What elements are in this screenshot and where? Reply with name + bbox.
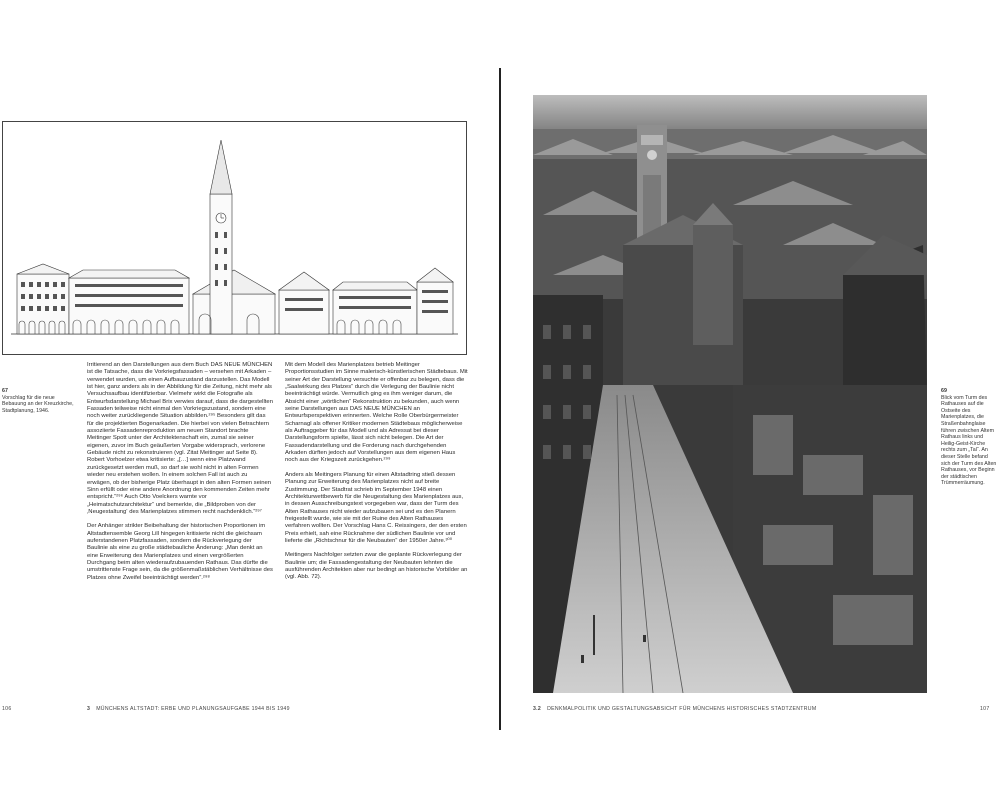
chapter-number: 3 (87, 706, 91, 712)
text-column-1 (87, 362, 273, 589)
figure-caption-67 (2, 388, 78, 414)
paragraph: Mit dem Modell des Marienplatzes betrieb Meitinger Proportionsstudien im Sinne malerisch-künstlerischen Städtebaus. Mit seiner Art der Darstellung versuchte er offenbar zu belegen, dass die „Saalwirkung des Platzes“ durch die Verlegung der Baulinie nicht beeinträchtigt würde. Vermutlich ging es ihm weniger darum, die Absicht einer „wörtlichen“ Rekonstruktion zu bekunden, auch wenn seine Darstellungen aus DAS NEUE MÜNCHEN an Entwurfsperspektiven erinnerten. Welche Rolle Oberbürgermeister Scharnagl als offener Kritiker modernen Städtebaus möglicherweise als Auftraggeber für das Modell und als Adressat bei dieser Darstellungsform spielte, lässt sich nicht belegen. Die Art der Fassadendarstellung und die Forderung nach durchgehenden Arkaden dürften jedoch auf Vorstellungen aus dem eigenen Haus noch aus der Kriegszeit zurückgehen.²⁹⁹ (285, 362, 468, 464)
aerial-photograph (533, 95, 927, 693)
paragraph: Anders als Meitingers Planung für einen Altstadtring stieß dessen Planung zur Erweiterung des Marienplatzes nicht auf breite Zustimmung. Der Stadtrat schrieb im September 1948 einen Architekturwettbewerb für die Neugestaltung des Marienplatzes aus, in dessen Ausschreibungstext vorgegeben war, dass der Turm des Alten Rathauses nicht wieder aufzubauen sei und es den Planern freigestellt wurde, wie sie mit der Ruine des Alten Rathauses verfahren wollten. Der Vorschlag Hans C. Reissingers, der den ersten Preis erhielt, sah eine Rücknahme der südlichen Baulinie vor und lieferte die „Richtschnur für die Neubauten“ der 1950er Jahre.³⁰⁰ (285, 471, 467, 544)
figure-number: 69 (941, 388, 947, 394)
page-number-left: 106 (2, 706, 12, 712)
text-column-2 (285, 362, 469, 589)
aerial-photograph-art (533, 95, 927, 693)
figure-caption-text: Vorschlag für die neue Bebauung an der Kreuzkirche, Stadtplanung, 1946. (2, 394, 74, 414)
figure-number: 67 (2, 388, 8, 394)
chapter-title: MÜNCHENS ALTSTADT: ERBE UND PLANUNGSAUFGABE 1944 BIS 1949 (96, 706, 290, 712)
section-title: DENKMALPOLITIK UND GESTALTUNGSABSICHT FÜR MÜNCHENS HISTORISCHES STADTZENTRUM (547, 706, 817, 712)
page-number-right: 107 (980, 706, 990, 712)
paragraph: Irritierend an den Darstellungen aus dem Buch DAS NEUE MÜNCHEN ist die Tatsache, dass die Vorkriegsfassaden – versehen mit Arkaden – verwendet wurden, um einen Aufbauzustand darzustellen. Das Modell ist hier, ganz anders als in der Abbildung für die Zeitung, nicht mehr als Versuchsaufbau identifizierbar. Vielmehr wirkt die Fotografie als Entwurfsdarstellung Michael Brix verwies darauf, dass die dargestellten Fassaden teilweise nicht einmal den Vorkriegszustand, sondern eine noch weiter zurückliegende Situation abbilden.²⁹⁵ Besonders gilt das für die projektierten Bogenarkaden. Die hierbei von vielen Betrachtern assoziierte Fassadenreproduktion am neuen Standort brachte Meitinger Spott unter der Architektenschaft ein, zumal sie seiner eigenen, zuvor im Buch geäußerten Vorgabe widersprach, verlorene Gebäude nicht zu rekonstruieren (vgl. Zitat Meitinger auf Seite 8). Robert Vorhoelzer etwa kritisierte: „[…] wenn eine Platzwand zurückgesetzt werden muß, so darf sie wohl nicht in alten Formen wieder neu erstehen wollen. In einem solchen Fall ist auch zu erwägen, ob der bisherige Platz überhaupt in den alten Formen seinen Sinn erfüllt oder eine andere Anordnung den kommenden Zeiten mehr entspricht.“²⁹⁶ Auch Otto Voelckers warnte vor „Heimatschutzarchitektur“ und bemerkte, die „Bildproben von der ‚Neugestaltung‘ des Marienplatzes stimmen recht nachdenklich.“²⁹⁷ (87, 362, 273, 515)
elevation-drawing (2, 121, 467, 355)
elevation-drawing-art (3, 122, 466, 354)
running-footer-left (87, 706, 290, 712)
paragraph: Der Anhänger strikter Beibehaltung der historischen Proportionen im Altstadtensemble Georg Lill hingegen kritisierte nicht die gleichsam auferstandenen Platzfassaden, sondern die Rückverlegung der Baulinie als eine zu große städtebauliche Änderung: „Man denkt an eine Erweiterung des Marienplatzes und einen vergrößerten Durchgang beim alten wiederaufzubauenden Rathaus. Das dürfte die umstrittenste Frage sein, da die größenmaßstäblichen Verhältnisse des Platzes ohne Zweifel beeinträchtigt werden“.²⁹⁸ (87, 523, 273, 581)
section-number: 3.2 (533, 706, 542, 712)
page-gutter-divider (499, 68, 501, 730)
figure-caption-69 (941, 388, 997, 487)
left-page (0, 0, 498, 800)
figure-caption-text: Blick vom Turm des Rathauses auf die Ostseite des Marienplatzes, die Straßenbahnglaise führen zwischen Altem Rathaus links und Heilig-Geist-Kirche rechts zum „Tal“. An dieser Stelle befand sich der Turm des Alten Rathauses, vor Beginn der städtischen Trümmerräumung. (941, 394, 997, 487)
paragraph: Meitingers Nachfolger setzten zwar die geplante Rückverlegung der Baulinie um; die Fassadengestaltung der Neubauten lehnten die ausführenden Architekten aber nur bedingt an historische Vorbilder an (vgl. Abb. 72). (285, 552, 468, 581)
running-footer-right (533, 706, 816, 712)
